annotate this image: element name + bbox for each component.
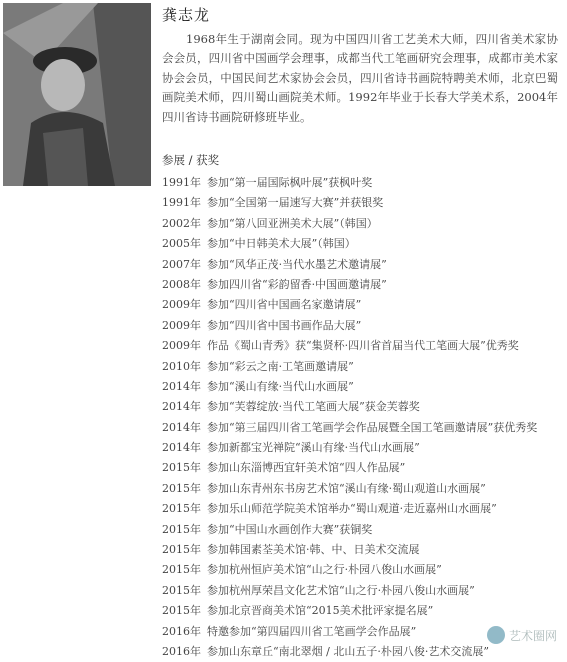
awards-list — [162, 173, 562, 662]
award-year: 2007年 — [162, 257, 201, 271]
award-text: 参加乐山师范学院美术馆举办“蜀山观道·走近嘉州山水画展” — [207, 502, 497, 516]
site-watermark — [487, 626, 557, 644]
award-year: 2008年 — [162, 277, 201, 291]
award-text: 参加“第三届四川省工笔画学会作品展暨全国工笔画邀请展”获优秀奖 — [207, 420, 538, 434]
award-year: 2015年 — [162, 481, 201, 495]
award-text: 参加北京晋商美术馆“2015美术批评家提名展” — [207, 604, 434, 618]
award-text: 参加“第一届国际枫叶展”获枫叶奖 — [207, 176, 373, 189]
award-year: 2002年 — [162, 216, 201, 230]
list-item — [162, 316, 562, 336]
list-item — [162, 357, 562, 377]
award-year: 1991年 — [162, 196, 201, 210]
award-year: 2015年 — [162, 543, 201, 557]
list-item — [162, 479, 562, 499]
list-item — [162, 642, 562, 662]
list-item — [162, 540, 562, 560]
award-text: 参加“第八回亚洲美术大展”（韩国） — [207, 216, 378, 230]
award-text: 参加山东章丘“南北翠烟 / 北山五子·朴园八俊·艺术交流展” — [207, 644, 489, 658]
award-text: 参加“全国第一届速写大赛”并获银奖 — [207, 196, 384, 210]
list-item — [162, 458, 562, 478]
watermark-logo-icon — [487, 626, 505, 644]
list-item — [162, 520, 562, 540]
award-text: 参加杭州厚荣昌文化艺术馆“山之行·朴园八俊山水画展” — [207, 583, 475, 597]
award-text: 参加“中日韩美术大展”（韩国） — [207, 237, 356, 251]
award-text: 参加韩国素荃美术馆·韩、中、日美术交流展 — [207, 543, 420, 557]
award-year: 2009年 — [162, 298, 201, 312]
award-text: 参加“彩云之南·工笔画邀请展” — [207, 359, 354, 373]
award-year: 2009年 — [162, 318, 201, 332]
award-text: 作品《蜀山青秀》获“集贤杯·四川省首届当代工笔画大展”优秀奖 — [207, 339, 519, 353]
award-text: 参加“中国山水画创作大赛”获铜奖 — [207, 522, 373, 536]
list-item — [162, 295, 562, 315]
award-year: 2015年 — [162, 604, 201, 618]
award-year: 2014年 — [162, 379, 201, 393]
list-item — [162, 275, 562, 295]
award-text: 参加“风华正茂·当代水墨艺术邀请展” — [207, 257, 387, 271]
list-item — [162, 214, 562, 234]
award-year: 2015年 — [162, 583, 201, 597]
portrait-photo — [3, 3, 151, 186]
list-item — [162, 601, 562, 621]
awards-section-title: 参展 / 获奖 — [162, 153, 220, 167]
award-year: 2010年 — [162, 359, 201, 373]
list-item — [162, 173, 562, 193]
list-item — [162, 193, 562, 213]
award-text: 参加山东淄博西宜轩美术馆“四人作品展” — [207, 461, 406, 475]
award-text: 特邀参加“第四届四川省工笔画学会作品展” — [207, 624, 417, 638]
watermark-text: 艺术圈网 — [508, 628, 557, 643]
award-text: 参加“四川省中国书画作品大展” — [207, 318, 362, 332]
list-item — [162, 418, 562, 438]
award-year: 2015年 — [162, 502, 201, 516]
award-text: 参加杭州恒庐美术馆“山之行·朴园八俊山水画展” — [207, 563, 442, 577]
list-item — [162, 255, 562, 275]
list-item — [162, 499, 562, 519]
list-item — [162, 397, 562, 417]
award-text: 参加“四川省中国画名家邀请展” — [207, 298, 362, 312]
award-text: 参加“溪山有缘·当代山水画展” — [207, 379, 354, 393]
award-text: 参加新都宝光禅院“溪山有缘·当代山水画展” — [207, 441, 420, 455]
award-year: 2005年 — [162, 237, 201, 251]
list-item — [162, 438, 562, 458]
award-year: 1991年 — [162, 176, 201, 189]
award-year: 2015年 — [162, 563, 201, 577]
award-year: 2016年 — [162, 624, 201, 638]
list-item — [162, 560, 562, 580]
award-text: 参加山东青州东书房艺术馆“溪山有缘·蜀山观道山水画展” — [207, 481, 486, 495]
award-year: 2014年 — [162, 441, 201, 455]
award-text: 参加四川省“彩韵留香·中国画邀请展” — [207, 277, 387, 291]
award-text: 参加“芙蓉绽放·当代工笔画大展”获金芙蓉奖 — [207, 400, 420, 414]
list-item — [162, 377, 562, 397]
award-year: 2015年 — [162, 461, 201, 475]
artist-bio: 1968年生于湖南会同。现为中国四川省工艺美术大师，四川省美术家协会会员，四川省中国画学会理事，成都当代工笔画研究会理事，成都市美术家协会会员，中国民间艺术家协会会员，四川省诗书画院特聘美术师，北京巴蜀画院美术师，四川蜀山画院美术师。1992年毕业于长春大学美术系，2004年四川省诗书画院研修班毕业。 — [162, 32, 558, 124]
award-year: 2014年 — [162, 420, 201, 434]
award-year: 2014年 — [162, 400, 201, 414]
award-year: 2009年 — [162, 339, 201, 353]
list-item — [162, 336, 562, 356]
list-item — [162, 234, 562, 254]
award-year: 2016年 — [162, 644, 201, 658]
artist-name: 龚志龙 — [162, 6, 211, 24]
award-year: 2015年 — [162, 522, 201, 536]
list-item — [162, 581, 562, 601]
